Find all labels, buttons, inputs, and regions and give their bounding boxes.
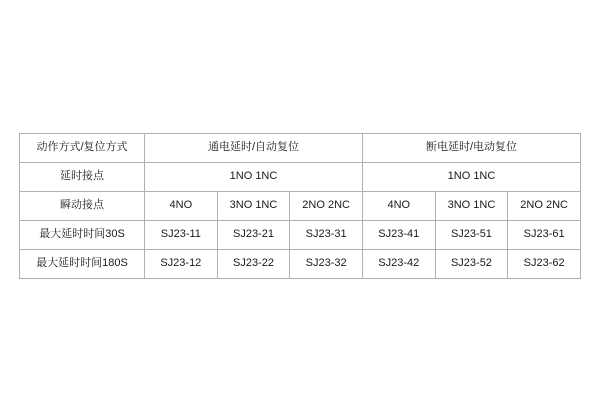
table-cell: 4NO [145, 192, 218, 221]
row-header-cell: 延时接点 [20, 163, 145, 192]
table-cell: 3NO 1NC [435, 192, 508, 221]
row-header-cell: 最大延时时间180S [20, 250, 145, 279]
row-header-cell: 动作方式/复位方式 [20, 134, 145, 163]
table-cell: 2NO 2NC [290, 192, 363, 221]
table-cell: SJ23-21 [217, 221, 290, 250]
spec-table-wrapper [19, 133, 581, 279]
group-header-cell: 断电延时/电动复位 [362, 134, 580, 163]
row-action-reset-mode [20, 134, 581, 163]
table-cell: SJ23-61 [508, 221, 581, 250]
row-header-cell: 最大延时时间30S [20, 221, 145, 250]
row-delay-contact [20, 163, 581, 192]
table-body [20, 134, 581, 279]
table-cell: SJ23-52 [435, 250, 508, 279]
table-cell: SJ23-22 [217, 250, 290, 279]
table-cell: 2NO 2NC [508, 192, 581, 221]
group-header-cell: 1NO 1NC [145, 163, 363, 192]
row-max-delay-30s [20, 221, 581, 250]
table-cell: 3NO 1NC [217, 192, 290, 221]
row-instant-contact [20, 192, 581, 221]
table-cell: SJ23-42 [362, 250, 435, 279]
table-cell: SJ23-41 [362, 221, 435, 250]
table-cell: SJ23-31 [290, 221, 363, 250]
group-header-cell: 1NO 1NC [362, 163, 580, 192]
table-cell: SJ23-62 [508, 250, 581, 279]
table-cell: SJ23-32 [290, 250, 363, 279]
table-cell: SJ23-51 [435, 221, 508, 250]
group-header-cell: 通电延时/自动复位 [145, 134, 363, 163]
row-header-cell: 瞬动接点 [20, 192, 145, 221]
table-cell: SJ23-11 [145, 221, 218, 250]
table-cell: 4NO [362, 192, 435, 221]
row-max-delay-180s [20, 250, 581, 279]
specification-table [19, 133, 581, 279]
table-cell: SJ23-12 [145, 250, 218, 279]
